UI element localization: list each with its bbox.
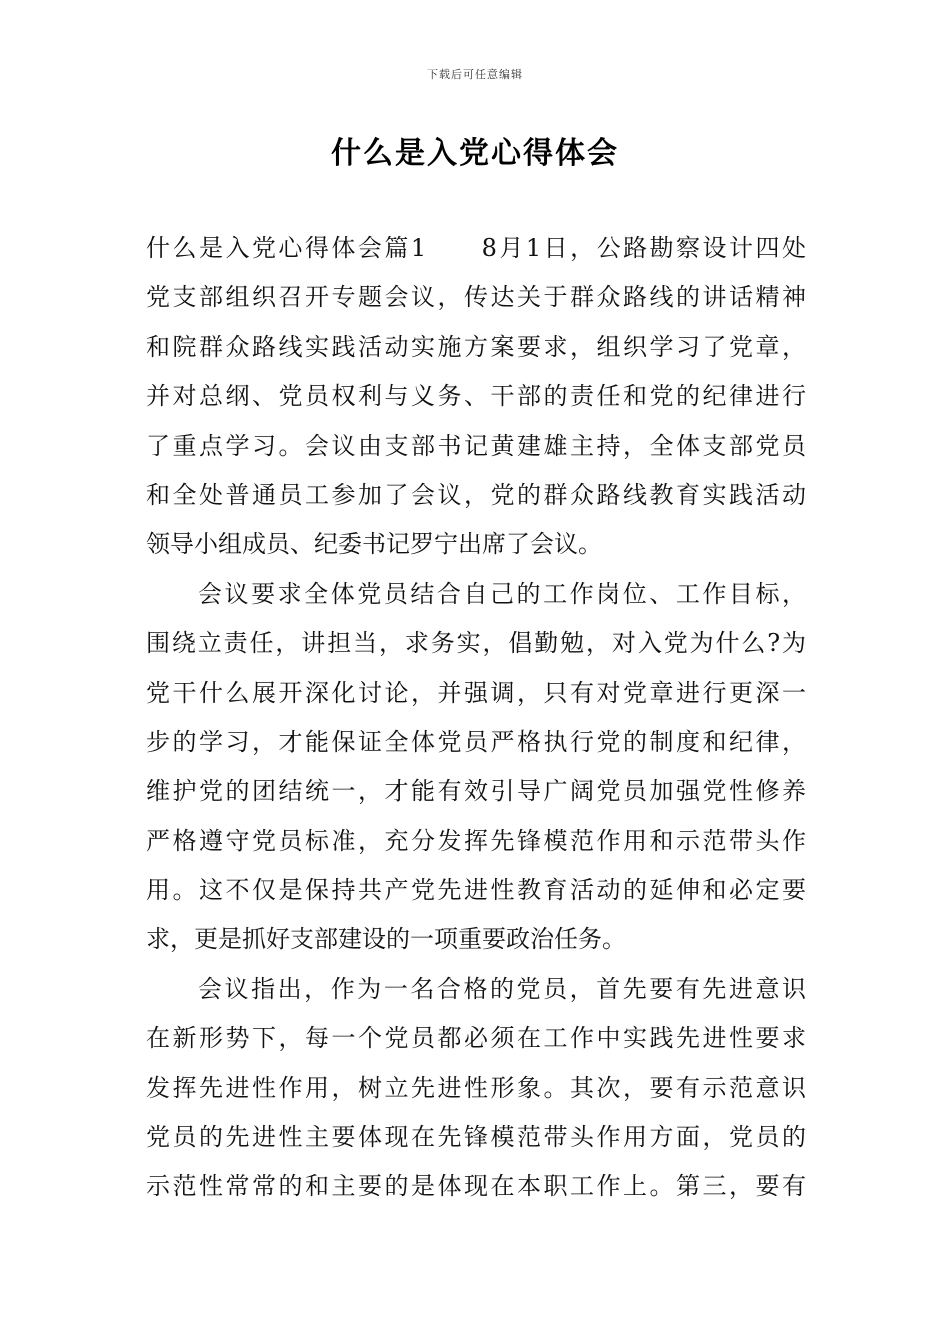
document-body xyxy=(146,224,806,1212)
body-line: 示范性常常的和主要的是体现在本职工作上。第三，要有 xyxy=(146,1172,806,1201)
body-line: 发挥先进性作用，树立先进性形象。其次，要有示范意识 xyxy=(146,1073,806,1102)
body-line: 并对总纲、党员权利与义务、干部的责任和党的纪律进行 xyxy=(146,382,806,411)
body-line: 步的学习，才能保证全体党员严格执行党的制度和纪律， xyxy=(146,727,806,756)
body-line: 了重点学习。会议由支部书记黄建雄主持，全体支部党员 xyxy=(146,431,806,460)
body-line: 在新形势下，每一个党员都必须在工作中实践先进性要求 xyxy=(146,1024,806,1053)
body-line: 围绕立责任，讲担当，求务实，倡勤勉，对入党为什么?为 xyxy=(146,629,806,658)
body-line: 求，更是抓好支部建设的一项重要政治任务。 xyxy=(146,925,626,954)
body-line: 党支部组织召开专题会议，传达关于群众路线的讲话精神 xyxy=(146,283,806,312)
body-line: 和院群众路线实践活动实施方案要求，组织学习了党章， xyxy=(146,332,806,361)
body-line: 党干什么展开深化讨论，并强调，只有对党章进行更深一 xyxy=(146,678,806,707)
body-line: 会议要求全体党员结合自己的工作岗位、工作目标， xyxy=(198,579,806,608)
body-line: 会议指出，作为一名合格的党员，首先要有先进意识 xyxy=(198,974,806,1003)
body-line: 党员的先进性主要体现在先锋模范带头作用方面，党员的 xyxy=(146,1123,806,1152)
body-line: 维护党的团结统一，才能有效引导广阔党员加强党性修养 xyxy=(146,777,806,806)
document-title: 什么是入党心得体会 xyxy=(331,136,619,171)
page-header-note: 下载后可任意编辑 xyxy=(427,68,523,81)
body-line: 和全处普通员工参加了会议，党的群众路线教育实践活动 xyxy=(146,480,806,509)
body-line: 严格遵守党员标准，充分发挥先锋模范作用和示范带头作 xyxy=(146,826,806,855)
body-line: 领导小组成员、纪委书记罗宁出席了会议。 xyxy=(146,530,602,559)
body-line: 什么是入党心得体会篇1 8月1日，公路勘察设计四处 xyxy=(146,234,806,262)
body-line: 用。这不仅是保持共产党先进性教育活动的延伸和必定要 xyxy=(146,876,806,905)
